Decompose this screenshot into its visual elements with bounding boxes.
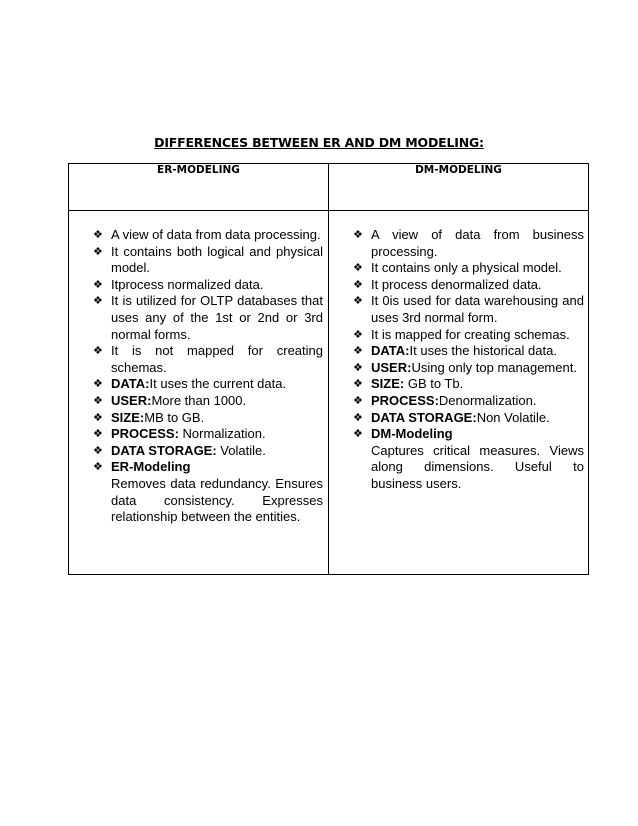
diamond-bullet-icon: ❖ [93,295,103,308]
diamond-bullet-icon: ❖ [93,278,103,291]
item-text: A view of data from data processing. [111,227,321,242]
item-text: GB to Tb. [404,376,464,392]
list-item [69,227,324,244]
list-item [329,376,584,393]
diamond-bullet-icon: ❖ [353,411,363,424]
item-text: It 0is used for data warehousing and uses 3rd normal form. [371,293,584,325]
item-text: Removes data redundancy. Ensures data consistency. Expresses relationship between the entities. [111,475,323,525]
list-item [69,244,324,277]
list-item [329,227,584,260]
diamond-bullet-icon: ❖ [353,378,363,391]
er-modeling-header: ER-MODELING [69,164,329,211]
diamond-bullet-icon: ❖ [93,229,103,241]
item-text: It uses the historical data. [409,343,557,359]
list-item [329,343,584,360]
header-row [69,164,589,211]
list-item [69,443,324,460]
item-text: Volatile. [216,442,266,458]
item-text: It is not mapped for creating schemas. [111,343,323,375]
list-item [329,327,584,344]
diamond-bullet-icon: ❖ [353,278,363,291]
diamond-bullet-icon: ❖ [93,245,103,258]
item-label: DATA STORAGE: [111,442,217,458]
list-item [329,410,584,427]
item-text: More than 1000. [151,392,247,408]
item-text: Itprocess normalized data. [111,276,264,292]
item-text: It process denormalized data. [371,276,542,292]
item-text: It contains only a physical model. [371,260,562,276]
diamond-bullet-icon: ❖ [93,394,103,407]
list-item [329,393,584,410]
item-label: SIZE: [371,376,405,392]
list-item [69,410,324,427]
item-text: Non Volatile. [476,409,550,425]
item-text: Captures critical measures. Views along dimensions. Useful to business users. [371,442,584,491]
item-label: DM-Modeling [371,426,453,442]
list-item [329,426,584,492]
list-item [69,459,324,525]
item-text: It contains both logical and physical model. [111,243,323,276]
diamond-bullet-icon: ❖ [353,328,363,341]
diamond-bullet-icon: ❖ [353,345,363,358]
content-row [69,211,589,575]
diamond-bullet-icon: ❖ [353,428,363,441]
item-label: DATA: [371,343,410,359]
item-text: Normalization. [178,426,266,442]
item-label: USER: [371,359,412,375]
item-label: ER-Modeling [111,459,191,475]
diamond-bullet-icon: ❖ [93,378,103,391]
list-item [69,393,324,410]
er-modeling-list [69,211,328,526]
list-item [69,376,324,393]
diamond-bullet-icon: ❖ [93,345,103,358]
diamond-bullet-icon: ❖ [353,229,363,241]
list-item [329,277,584,294]
dm-modeling-list [329,211,588,493]
diamond-bullet-icon: ❖ [353,295,363,308]
list-item [69,293,324,343]
item-text: MB to GB. [144,409,205,425]
item-text: Denormalization. [438,392,537,408]
comparison-table [68,163,589,575]
list-item [69,426,324,443]
list-item [69,343,324,376]
item-label: DATA STORAGE: [371,409,477,425]
diamond-bullet-icon: ❖ [93,461,103,474]
item-text: Using only top management. [411,359,577,375]
item-text: It is mapped for creating schemas. [371,326,570,342]
dm-modeling-cell [329,211,589,575]
diamond-bullet-icon: ❖ [93,411,103,424]
list-item [329,360,584,377]
diamond-bullet-icon: ❖ [93,428,103,441]
list-item [329,260,584,277]
item-label: PROCESS: [371,392,439,408]
list-item [69,277,324,294]
diamond-bullet-icon: ❖ [353,394,363,407]
item-text: It uses the current data. [149,376,287,392]
item-label: USER: [111,392,152,408]
dm-modeling-header: DM-MODELING [329,164,589,211]
diamond-bullet-icon: ❖ [353,262,363,275]
item-label: PROCESS: [111,426,179,442]
item-text: A view of data from business processing. [371,227,584,259]
page-title: DIFFERENCES BETWEEN ER AND DM MODELING: [154,135,484,150]
list-item [329,293,584,326]
item-label: DATA: [111,376,150,392]
item-label: SIZE: [111,409,145,425]
item-text: It is utilized for OLTP databases that uses any of the 1st or 2nd or 3rd normal forms. [111,293,323,342]
diamond-bullet-icon: ❖ [353,361,363,374]
diamond-bullet-icon: ❖ [93,444,103,457]
er-modeling-cell [69,211,329,575]
